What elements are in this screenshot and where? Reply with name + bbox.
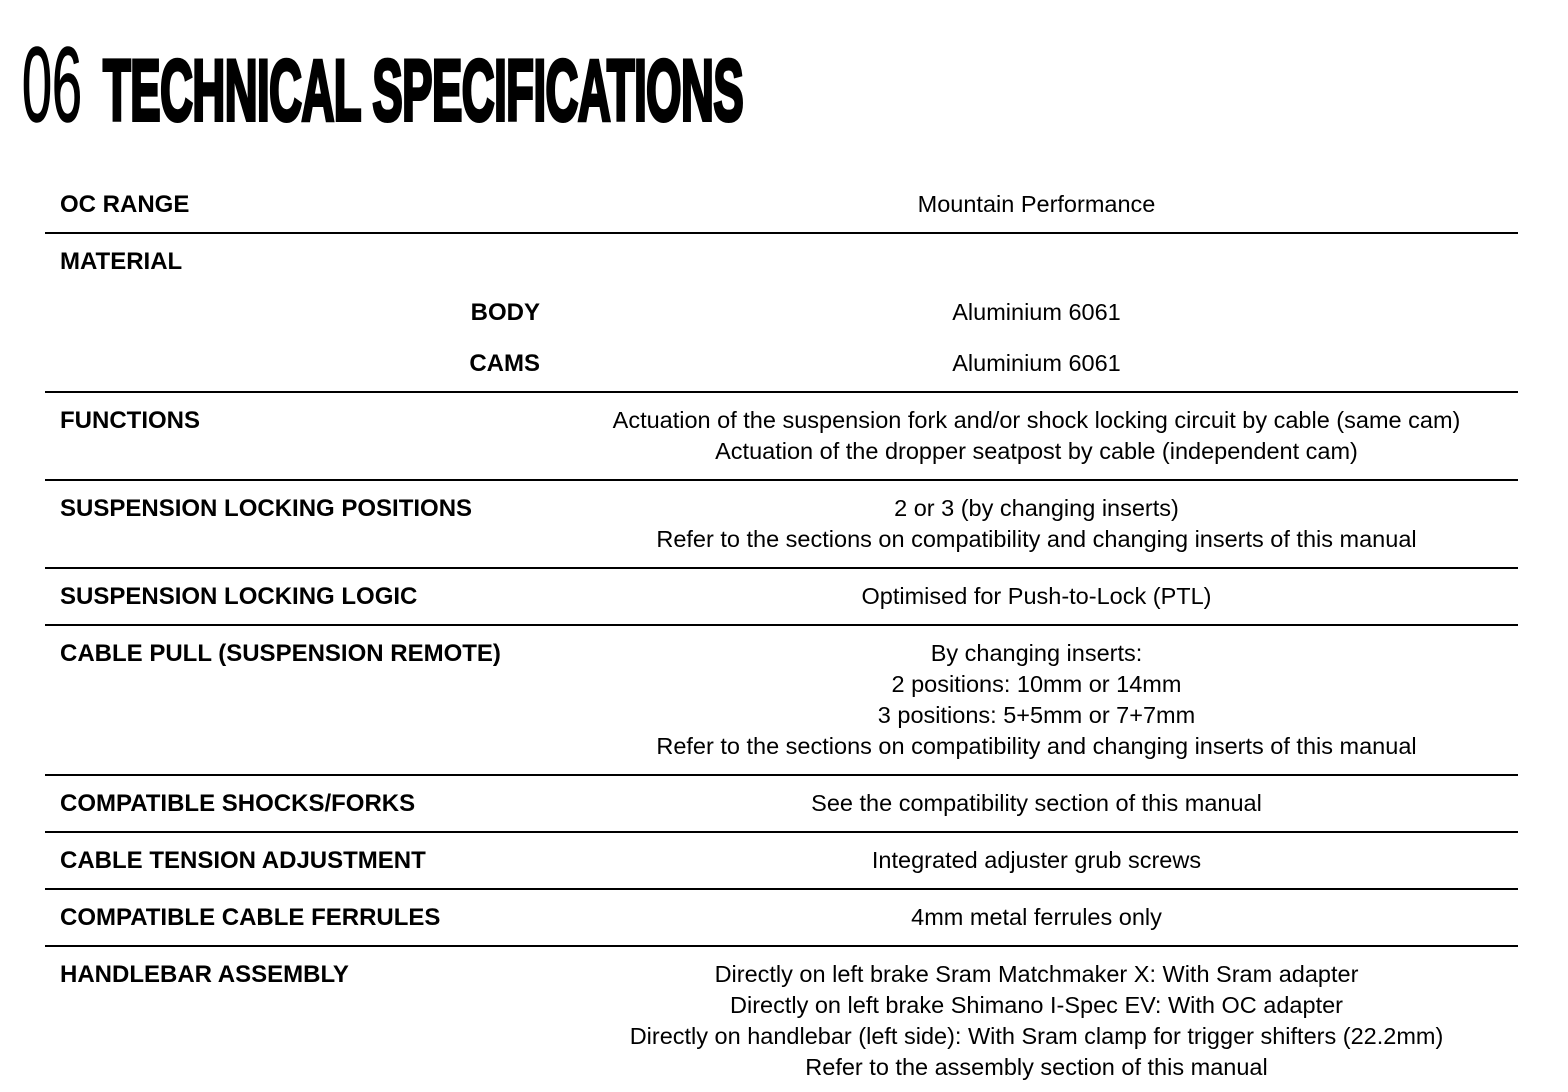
spec-value bbox=[555, 297, 1518, 328]
spec-value-line: Actuation of the suspension fork and/or shock locking circuit by cable (same cam) bbox=[612, 407, 1461, 433]
spec-row bbox=[45, 234, 1518, 277]
spec-value-line: Directly on left brake Shimano I-Spec EV: With OC adapter bbox=[730, 992, 1343, 1018]
spec-label: CABLE TENSION ADJUSTMENT bbox=[60, 847, 426, 874]
page-title: TECHNICAL SPECIFICATIONS bbox=[103, 43, 744, 139]
spec-row bbox=[45, 393, 1518, 481]
spec-value-line: Refer to the sections on compatibility and changing inserts of this manual bbox=[656, 733, 1417, 759]
spec-value bbox=[555, 959, 1518, 1083]
spec-label: CABLE PULL (SUSPENSION REMOTE) bbox=[60, 640, 501, 667]
spec-value bbox=[555, 788, 1518, 819]
spec-value-line: By changing inserts: bbox=[930, 640, 1143, 666]
spec-label: MATERIAL bbox=[60, 248, 183, 275]
spec-label: BODY bbox=[470, 299, 540, 326]
spec-value-line: 4mm metal ferrules only bbox=[911, 904, 1162, 930]
spec-value bbox=[555, 405, 1518, 467]
spec-value bbox=[555, 189, 1518, 220]
spec-value-line: 3 positions: 5+5mm or 7+7mm bbox=[877, 702, 1196, 728]
spec-value bbox=[555, 902, 1518, 933]
spec-row bbox=[45, 890, 1518, 947]
spec-row bbox=[45, 277, 1518, 328]
spec-value bbox=[555, 845, 1518, 876]
spec-value bbox=[555, 493, 1518, 555]
spec-row bbox=[45, 569, 1518, 626]
spec-value-line: Directly on handlebar (left side): With Sram clamp for trigger shifters (22.2mm) bbox=[629, 1023, 1444, 1049]
spec-value-line: Mountain Performance bbox=[917, 191, 1156, 217]
chapter-number: 06 bbox=[22, 26, 82, 144]
spec-value-line: Refer to the sections on compatibility and changing inserts of this manual bbox=[656, 526, 1417, 552]
spec-label: FUNCTIONS bbox=[60, 407, 200, 434]
spec-row bbox=[45, 328, 1518, 393]
spec-value-line: 2 or 3 (by changing inserts) bbox=[894, 495, 1179, 521]
spec-value-line: Aluminium 6061 bbox=[952, 350, 1121, 376]
spec-label: SUSPENSION LOCKING POSITIONS bbox=[60, 495, 473, 522]
spec-row bbox=[45, 833, 1518, 890]
spec-row bbox=[45, 626, 1518, 776]
spec-label: HANDLEBAR ASSEMBLY bbox=[60, 961, 349, 988]
spec-value-line: Optimised for Push-to-Lock (PTL) bbox=[861, 583, 1212, 609]
spec-table bbox=[45, 177, 1518, 1092]
spec-value bbox=[555, 348, 1518, 379]
spec-value-line: 2 positions: 10mm or 14mm bbox=[891, 671, 1182, 697]
spec-row bbox=[45, 481, 1518, 569]
spec-value-line: Aluminium 6061 bbox=[952, 299, 1121, 325]
spec-label: OC RANGE bbox=[60, 191, 190, 218]
spec-row bbox=[45, 776, 1518, 833]
spec-value bbox=[555, 638, 1518, 762]
spec-value-line: Refer to the assembly section of this manual bbox=[805, 1054, 1268, 1080]
spec-label: COMPATIBLE SHOCKS/FORKS bbox=[60, 790, 416, 817]
spec-value-line: Integrated adjuster grub screws bbox=[871, 847, 1202, 873]
spec-row bbox=[45, 177, 1518, 234]
spec-label: CAMS bbox=[469, 350, 540, 377]
spec-value-line: See the compatibility section of this manual bbox=[811, 790, 1262, 816]
spec-value bbox=[555, 581, 1518, 612]
spec-value-line: Directly on left brake Sram Matchmaker X: With Sram adapter bbox=[714, 961, 1359, 987]
spec-label: SUSPENSION LOCKING LOGIC bbox=[60, 583, 418, 610]
spec-label: COMPATIBLE CABLE FERRULES bbox=[60, 904, 441, 931]
spec-value-line: Actuation of the dropper seatpost by cable (independent cam) bbox=[715, 438, 1358, 464]
spec-row bbox=[45, 947, 1518, 1092]
